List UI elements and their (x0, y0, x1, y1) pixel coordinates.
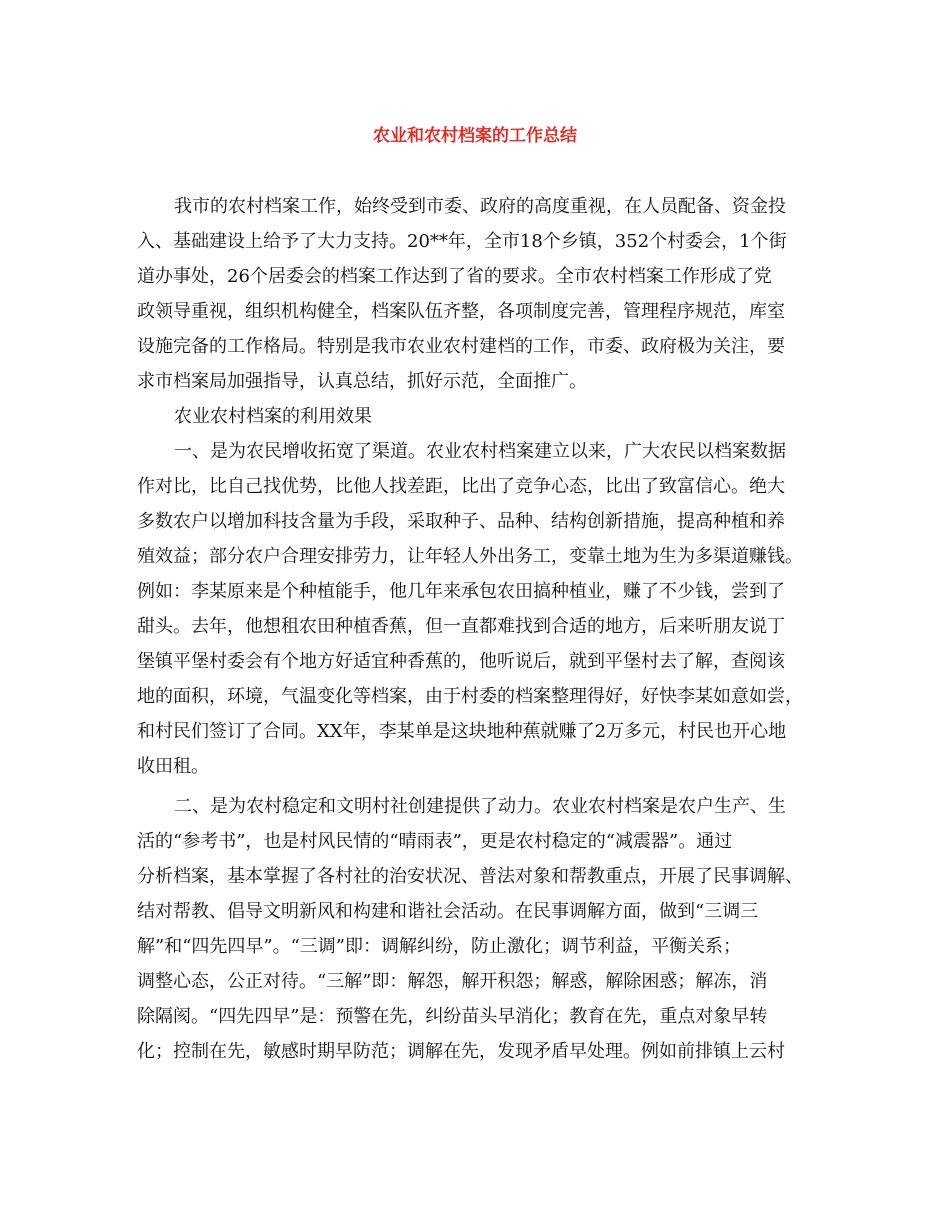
paragraph-line: 解”和“四先四早”。“三调”即：调解纠纷，防止激化；调节利益，平衡关系； (137, 936, 742, 957)
paragraph-line: 求市档案局加强指导，认真总结，抓好示范，全面推广。 (137, 371, 587, 392)
section-heading: 农业农村档案的利用效果 (174, 406, 372, 427)
paragraph-line: 入、基础建设上给予了大力支持。20**年，全市18个乡镇，352个村委会，1个街 (137, 231, 787, 252)
paragraph-line: 调整心态，公正对待。“三解”即：解怨，解开积怨；解惑，解除困惑；解冻，消 (137, 971, 768, 992)
paragraph-line: 活的“参考书”，也是村风民情的“晴雨表”，更是农村稳定的“减震器”。通过 (137, 831, 733, 852)
paragraph-line: 和村民们签订了合同。XX年，李某单是这块地种蕉就赚了2万多元，村民也开心地 (137, 721, 787, 742)
paragraph-line: 道办事处，26个居委会的档案工作达到了省的要求。全市农村档案工作形成了党 (137, 266, 772, 287)
paragraph-line: 二、是为农村稳定和文明村社创建提供了动力。农业农村档案是农户生产、生 (174, 796, 786, 817)
paragraph-line: 殖效益；部分农户合理安排劳力，让年轻人外出务工，变靠土地为生为多渠道赚钱。 (137, 546, 803, 567)
paragraph-line: 收田租。 (137, 756, 209, 777)
paragraph-line: 堡镇平堡村委会有个地方好适宜种香蕉的，他听说后，就到平堡村去了解，查阅该 (137, 651, 785, 672)
paragraph-line: 地的面积，环境，气温变化等档案，由于村委的档案整理得好，好快李某如意如尝， (137, 686, 803, 707)
document-title: 农业和农村档案的工作总结 (373, 126, 577, 146)
paragraph-line: 甜头。去年，他想租农田种植香蕉，但一直都难找到合适的地方，后来听朋友说丁 (137, 616, 785, 637)
paragraph-line: 设施完备的工作格局。特别是我市农业农村建档的工作，市委、政府极为关注，要 (137, 336, 785, 357)
paragraph-line: 多数农户以增加科技含量为手段，采取种子、品种、结构创新措施，提高种植和养 (137, 511, 785, 532)
paragraph-line: 化；控制在先，敏感时期早防范；调解在先，发现矛盾早处理。例如前排镇上云村 (137, 1041, 785, 1062)
paragraph-line: 作对比，比自己找优势，比他人找差距，比出了竞争心态，比出了致富信心。绝大 (137, 476, 785, 497)
paragraph-line: 我市的农村档案工作，始终受到市委、政府的高度重视，在人员配备、资金投 (174, 196, 786, 217)
paragraph-line: 分析档案，基本掌握了各村社的治安状况、普法对象和帮教重点，开展了民事调解、 (137, 866, 803, 887)
paragraph-line: 一、是为农民增收拓宽了渠道。农业农村档案建立以来，广大农民以档案数据 (174, 441, 786, 462)
paragraph-line: 结对帮教、倡导文明新风和构建和谐社会活动。在民事调解方面，做到“三调三 (137, 901, 759, 922)
paragraph-line: 政领导重视，组织机构健全，档案队伍齐整，各项制度完善，管理程序规范，库室 (137, 301, 785, 322)
paragraph-line: 除隔阂。“四先四早”是：预警在先，纠纷苗头早消化；教育在先，重点对象早转 (137, 1006, 768, 1027)
paragraph-line: 例如：李某原来是个种植能手，他几年来承包农田搞种植业，赚了不少钱，尝到了 (137, 581, 785, 602)
